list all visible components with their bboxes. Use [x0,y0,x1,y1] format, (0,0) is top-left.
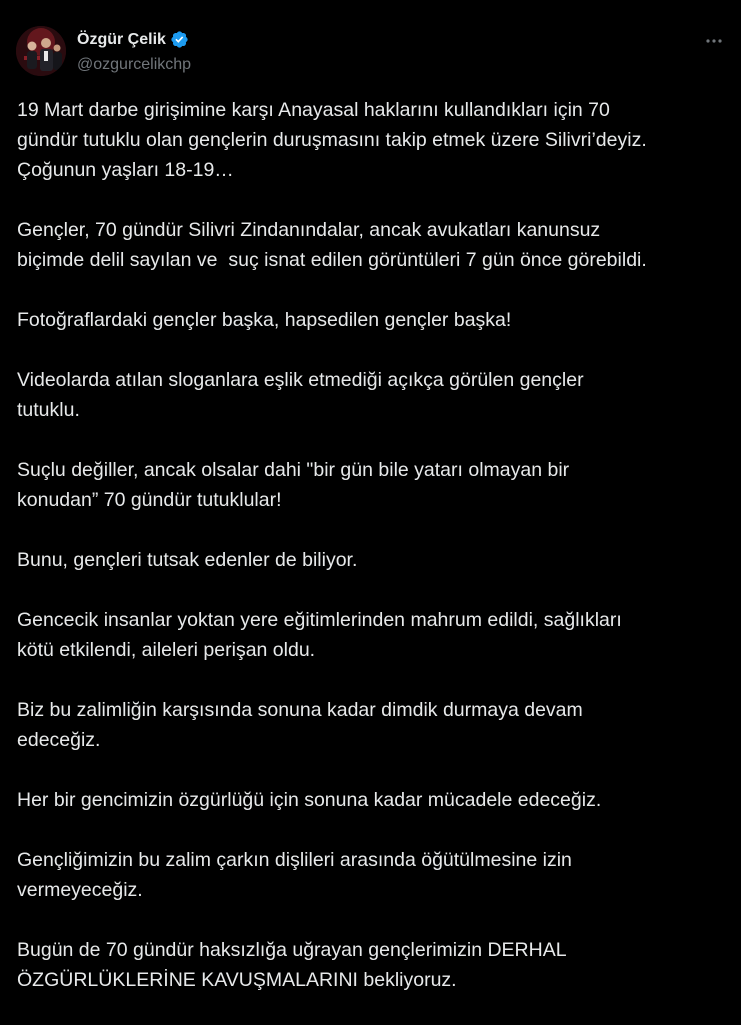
tweet-paragraph: Her bir gencimizin özgürlüğü için sonuna kadar mücadele edeceğiz. [17,789,602,811]
avatar[interactable] [16,26,66,76]
tweet-paragraph: Gençliğimizin bu zalim çarkın dişlileri arasında öğütülmesine izin vermeyeceğiz. [17,849,572,901]
profile-photo [16,26,66,76]
tweet-paragraph: Videolarda atılan sloganlara eşlik etmediği açıkça görülen gençler tutuklu. [17,369,584,421]
tweet-paragraph: Biz bu zalimliğin karşısında sonuna kadar dimdik durmaya devam edeceğiz. [17,699,583,751]
tweet-paragraph: 19 Mart darbe girişimine karşı Anayasal haklarını kullandıkları için 70 gündür tutuklu olan gençlerin duruşmasını takip etmek üzere Silivri’deyiz. Çoğunun yaşları 18-19… [17,99,647,181]
author-handle[interactable]: @ozgurcelikchp [77,56,192,73]
more-options-icon[interactable] [703,30,725,52]
tweet-paragraph: Bugün de 70 gündür haksızlığa uğrayan gençlerimizin DERHAL ÖZGÜRLÜKLERİNE KAVUŞMALARINI bekliyoruz. [17,939,567,991]
author-name-row [77,30,189,49]
author-display-name[interactable]: Özgür Çelik [77,30,166,48]
tweet-paragraph: Suçlu değiller, ancak olsalar dahi "bir gün bile yatarı olmayan bir konudan” 70 gündür tutuklular! [17,459,570,511]
tweet-paragraph: Bunu, gençleri tutsak edenler de biliyor. [17,549,358,571]
tweet-paragraph: Fotoğraflardaki gençler başka, hapsedilen gençler başka! [17,309,512,331]
tweet-text [17,95,729,1025]
verified-badge-icon[interactable] [170,30,189,49]
tweet-paragraph: Gençler, 70 gündür Silivri Zindanındalar, ancak avukatları kanunsuz biçimde delil sayılan ve suç isnat edilen görüntüleri 7 gün önce görebildi. [17,219,647,271]
tweet-paragraph: Gencecik insanlar yoktan yere eğitimlerinden mahrum edildi, sağlıkları kötü etkilendi, aileleri perişan oldu. [17,609,622,661]
tweet-header [16,26,725,78]
